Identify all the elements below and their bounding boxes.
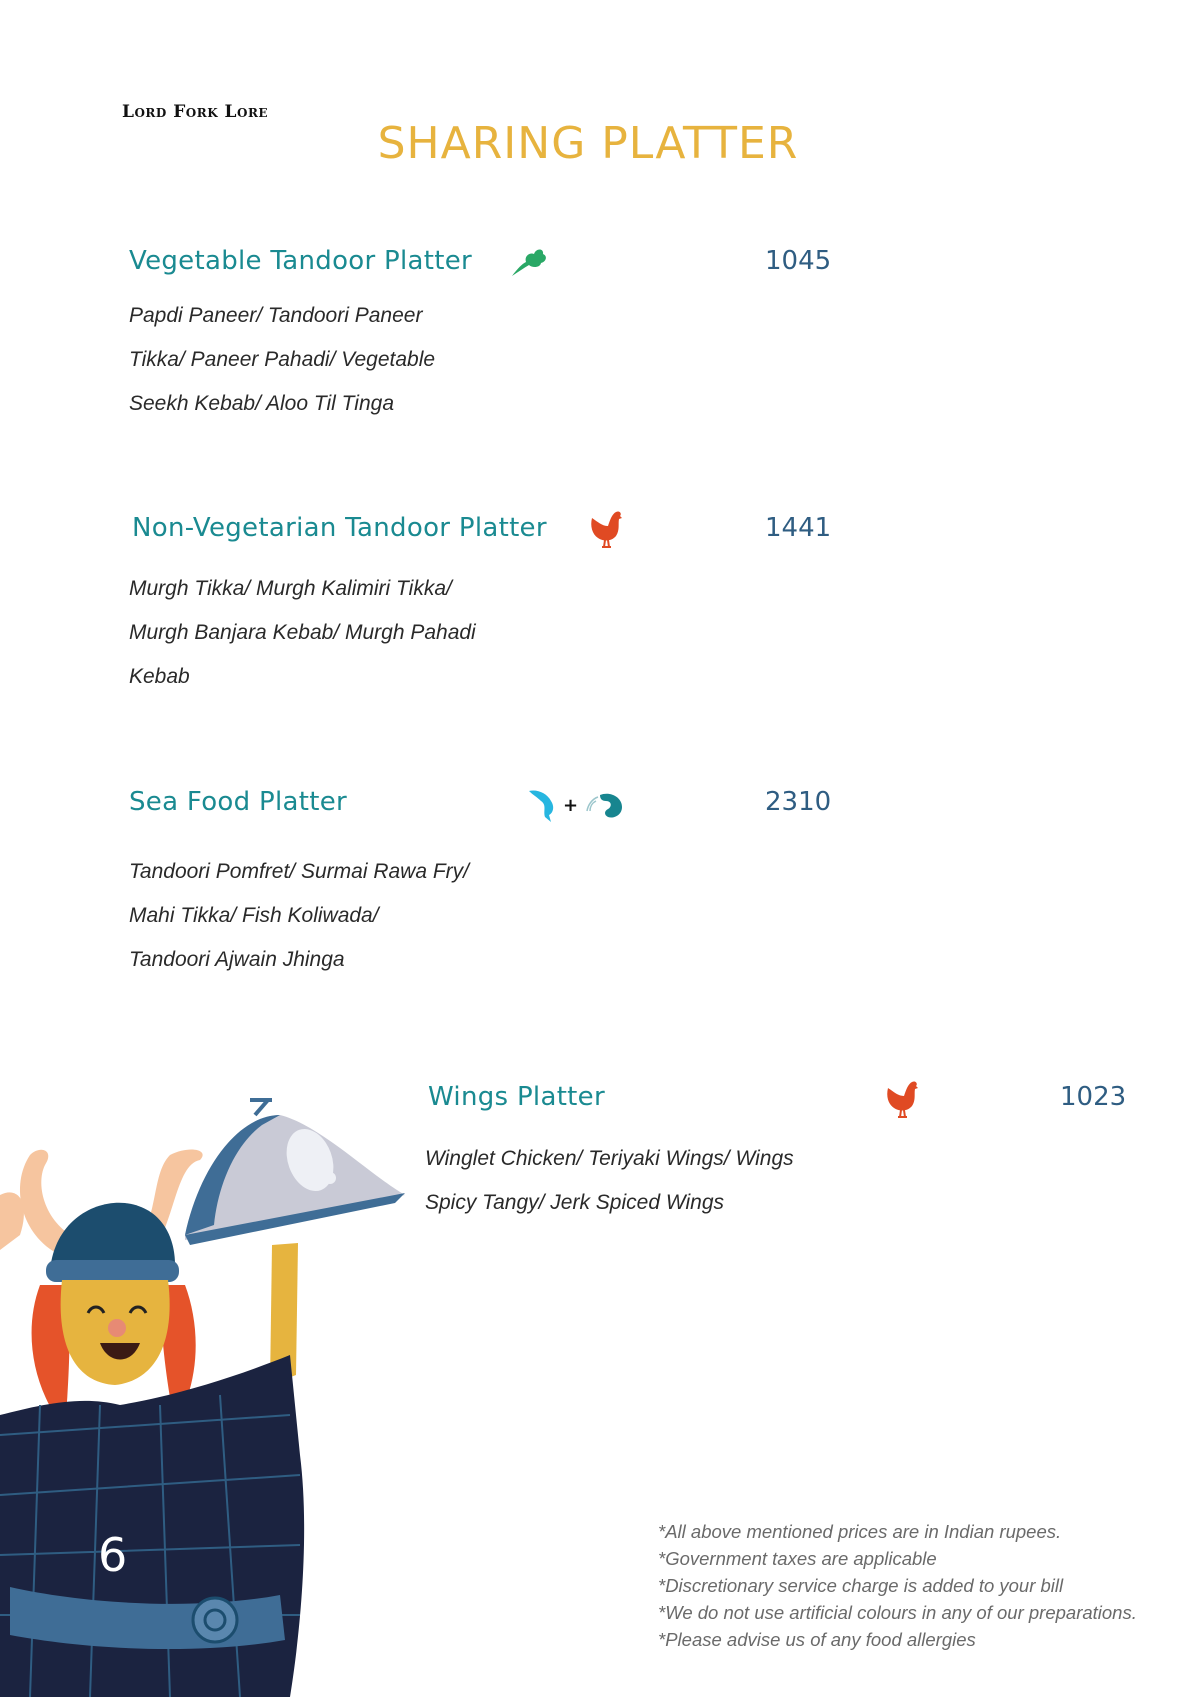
description-line: Seekh Kebab/ Aloo Til Tinga <box>129 392 395 415</box>
description-line: Winglet Chicken/ Teriyaki Wings/ Wings <box>425 1147 794 1170</box>
brand-logo: Lord Fork Lore <box>122 102 269 122</box>
item-price: 1023 <box>1060 1082 1127 1112</box>
description-line: Murgh Tikka/ Murgh Kalimiri Tikka/ <box>129 577 452 600</box>
description-line: Spicy Tangy/ Jerk Spiced Wings <box>425 1191 725 1214</box>
footer-note: *Government taxes are applicable <box>658 1548 937 1569</box>
chicken-icon <box>884 1078 920 1120</box>
veg-leaf-icon <box>510 246 548 278</box>
footer-note: *Discretionary service charge is added to your bill <box>658 1575 1064 1596</box>
footer-note: *Please advise us of any food allergies <box>658 1629 976 1650</box>
footer-note: *We do not use artificial colours in any of our preparations. <box>658 1602 1137 1623</box>
page-number: 6 <box>98 1528 128 1582</box>
description-line: Mahi Tikka/ Fish Koliwada/ <box>129 904 379 927</box>
item-description <box>129 294 435 426</box>
description-line: Tikka/ Paneer Pahadi/ Vegetable <box>129 348 436 371</box>
item-name: Sea Food Platter <box>129 787 348 817</box>
item-price: 1441 <box>765 513 832 543</box>
chicken-icon <box>588 508 624 550</box>
fish-icon <box>527 787 557 823</box>
plus-separator: + <box>563 794 579 816</box>
seafood-icons <box>527 787 624 823</box>
item-price: 2310 <box>765 787 832 817</box>
page-title: SHARING PLATTER <box>377 118 799 169</box>
item-name: Non-Vegetarian Tandoor Platter <box>132 513 547 543</box>
footer-notes <box>658 1518 1137 1653</box>
description-line: Tandoori Ajwain Jhinga <box>129 948 345 971</box>
description-line: Murgh Banjara Kebab/ Murgh Pahadi <box>129 621 476 644</box>
item-description <box>129 567 476 699</box>
item-description <box>425 1137 794 1225</box>
description-line: Tandoori Pomfret/ Surmai Rawa Fry/ <box>129 860 470 883</box>
description-line: Papdi Paneer/ Tandoori Paneer <box>129 304 423 327</box>
item-name: Wings Platter <box>428 1082 605 1112</box>
viking-mascot-illustration <box>0 1075 420 1697</box>
footer-note: *All above mentioned prices are in Indian rupees. <box>658 1521 1062 1542</box>
item-description <box>129 850 469 982</box>
item-price: 1045 <box>765 246 832 276</box>
cloche-icon <box>185 1100 405 1245</box>
item-name: Vegetable Tandoor Platter <box>129 246 473 276</box>
description-line: Kebab <box>129 665 190 688</box>
prawn-icon <box>584 789 624 821</box>
